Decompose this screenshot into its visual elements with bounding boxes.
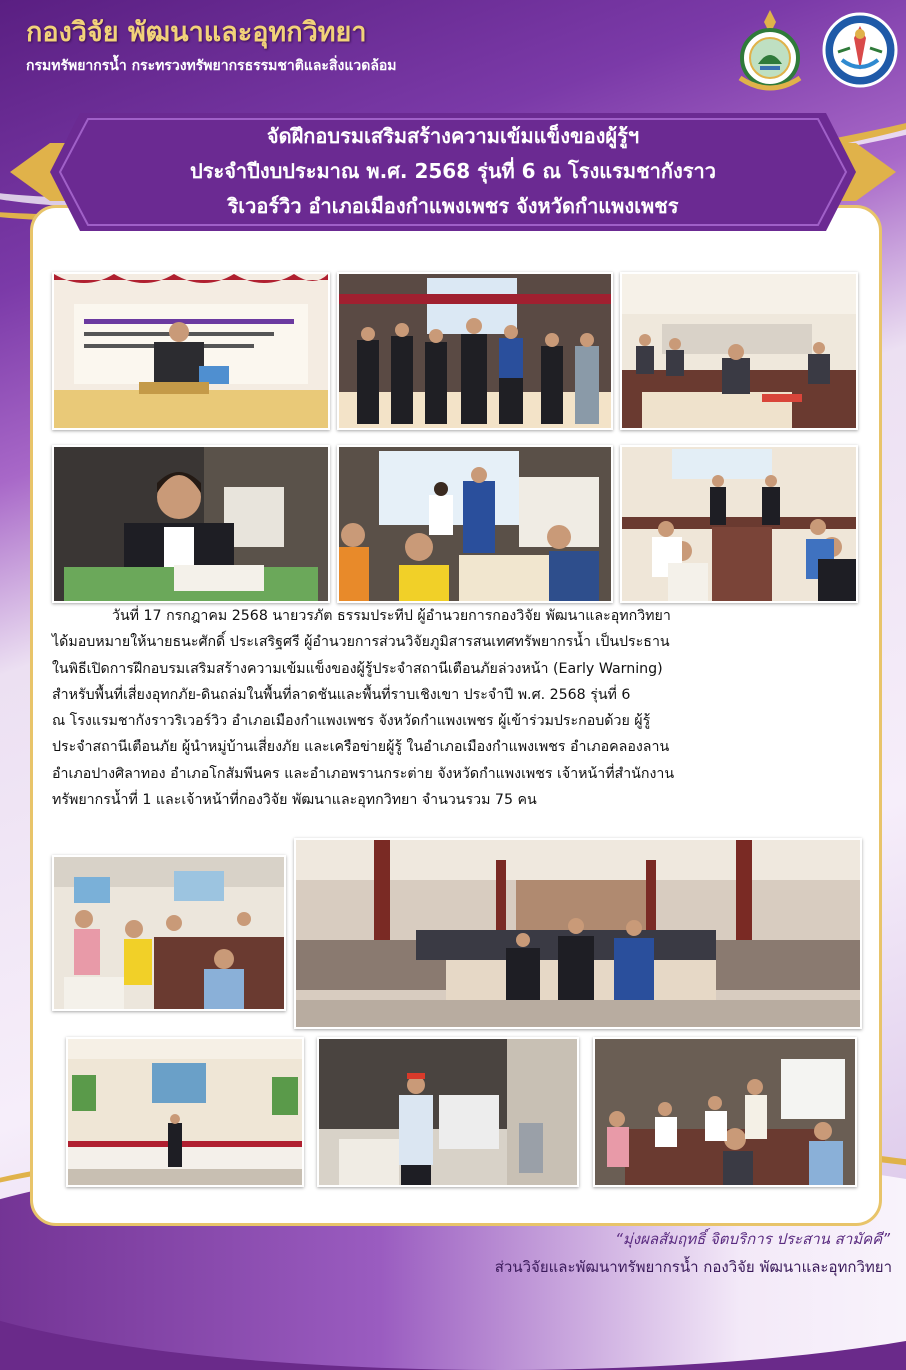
photo-woman-speaker [52,445,330,603]
paragraph-line: วันที่ 17 กรกฎาคม 2568 นายวรภัต ธรรมประทีป ผู้อำนวยการกองวิจัย พัฒนาและอุทกวิทยา [112,608,671,624]
banner-line-2: ประจำปีงบประมาณ พ.ศ. 2568 รุ่นที่ 6 ณ โรงแรมชากังราว [190,159,716,183]
photo-group-discussion [593,1037,857,1187]
photo-workshop-tables [620,445,858,603]
photo-stage-presenter [66,1037,304,1187]
banner-line-3: ริเวอร์วิว อำเภอเมืองกำแพงเพชร จังหวัดกำแพงเพชร [227,194,679,218]
photo-participants-seated [620,272,858,430]
motto: “มุ่งผลสัมฤทธิ์ จิตบริการ ประสาน สามัคคี” [615,1230,890,1248]
photo-opening-speech [52,272,330,430]
organization-subtitle: กรมทรัพยากรน้ำ กระทรวงทรัพยากรธรรมชาติและสิ่งแวดล้อม [26,58,397,74]
paragraph-line: ได้มอบหมายให้นายธนะศักดิ์ ประเสริฐศรี ผู้อำนวยการส่วนวิจัยภูมิสารสนเทศทรัพยากรน้ำ เป็นประธาน [52,634,670,651]
paragraph-line: ประจำสถานีเตือนภัย ผู้นำหมู่บ้านเสี่ยงภัย และเครือข่ายผู้รู้ ในอำเภอเมืองกำแพงเพชร อำเภอคลองลาน [52,739,670,756]
water-deity-emblem-icon [820,8,900,94]
title-banner [10,113,896,231]
organization-title: กองวิจัย พัฒนาและอุทกวิทยา [26,17,367,48]
paragraph-line: อำเภอปางศิลาทอง อำเภอโกสัมพีนคร และอำเภอพรานกระต่าย จังหวัดกำแพงเพชร เจ้าหน้าที่สำนักงาน [52,765,675,782]
garuda-emblem-icon [730,8,810,94]
event-description [52,603,864,813]
paragraph-line: ณ โรงแรมชากังราวริเวอร์วิว อำเภอเมืองกำแพงเพชร จังหวัดกำแพงเพชร ผู้เข้าร่วมประกอบด้วย ผู้รู้ [52,713,651,730]
footer-unit-name: ส่วนวิจัยและพัฒนาทรัพยากรน้ำ กองวิจัย พัฒนาและอุทกวิทยา [494,1258,892,1276]
photo-conference-hall [294,838,862,1029]
paragraph-line: ทรัพยากรน้ำที่ 1 และเจ้าหน้าที่กองวิจัย พัฒนาและอุทกวิทยา จำนวนรวม 75 คน [52,792,537,809]
photo-presenter-screen [337,445,613,603]
paragraph-line: สำหรับพื้นที่เสี่ยงอุทกภัย-ดินถล่มในพื้นที่ลาดชันและพื้นที่ราบเชิงเขา ประจำปี พ.ศ. 2568 รุ่นที่ 6 [52,686,631,703]
photo-participants-working [52,855,286,1011]
photo-group-standing [337,272,613,430]
photo-equipment-demo [317,1037,579,1187]
banner-line-1: จัดฝึกอบรมเสริมสร้างความเข้มแข็งของผู้รู้ฯ [266,124,640,148]
paragraph-line: ในพิธีเปิดการฝึกอบรมเสริมสร้างความเข้มแข็งของผู้รู้ประจำสถานีเตือนภัยล่วงหน้า (Early Warning) [52,660,663,677]
